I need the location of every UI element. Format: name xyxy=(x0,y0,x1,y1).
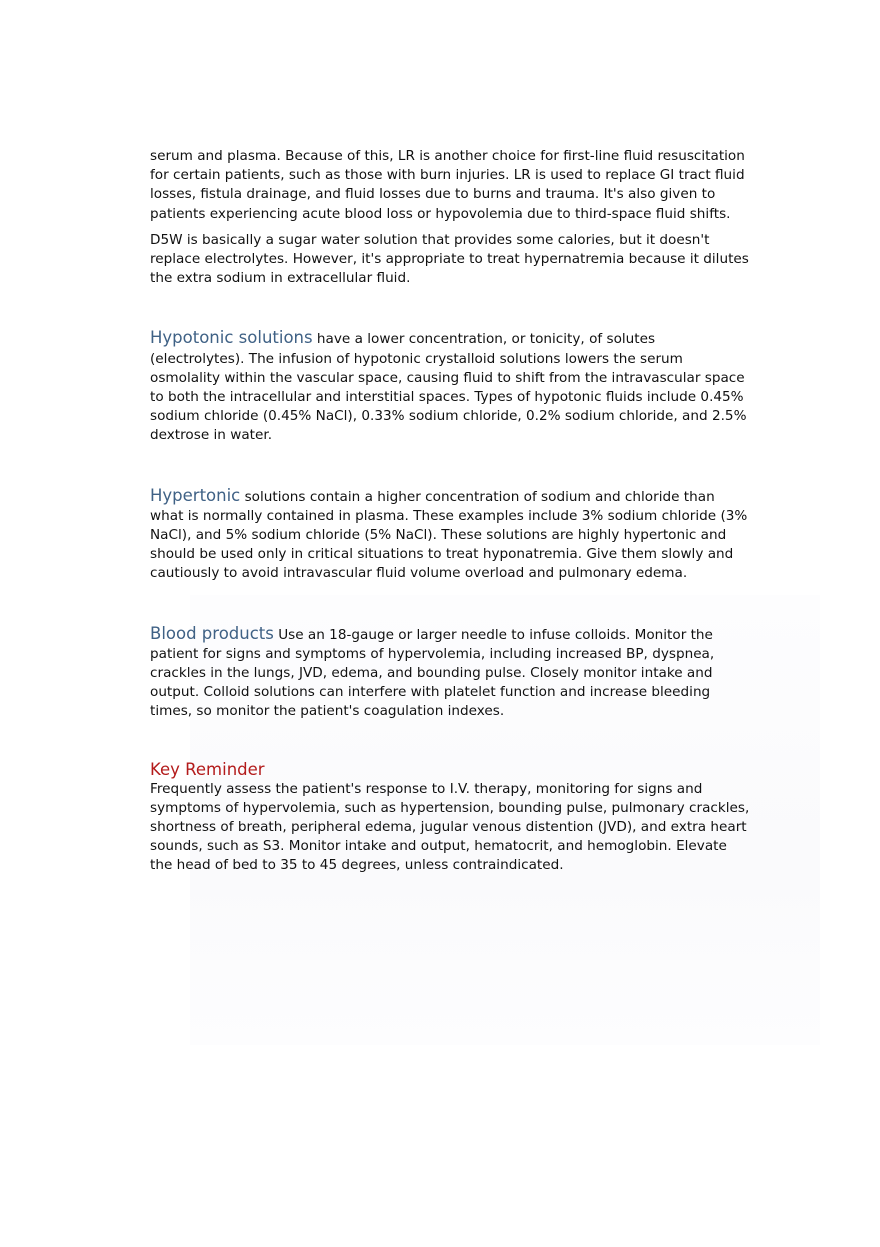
heading-key-reminder: Key Reminder xyxy=(150,759,265,779)
document-body xyxy=(150,147,750,876)
text-key-reminder: Frequently assess the patient's response to I.V. therapy, monitoring for signs and symptoms of hypervolemia, such as hypertension, bounding pulse, pulmonary crackles, shortness of breath, peripheral edema, jugular venous distention (JVD), and extra heart sounds, such as S3. Monitor intake and output, hematocrit, and hemoglobin. Elevate the head of bed to 35 to 45 degrees, unless contraindicated. xyxy=(150,780,750,874)
heading-hypotonic: Hypotonic solutions xyxy=(150,328,313,348)
text-hypertonic: solutions contain a higher concentration of sodium and chloride than what is normally contained in plasma. These examples include 3% sodium chloride (3% NaCl), and 5% sodium chloride (5% NaCl). These solutions are highly hypertonic and should be used only in critical situations to treat hyponatremia. Give them slowly and cautiously to avoid intravascular fluid volume overload and pulmonary edema. xyxy=(150,488,748,582)
section-key-reminder xyxy=(150,760,750,876)
text-hypotonic: have a lower concentration, or tonicity, of solutes (electrolytes). The infusion of hypotonic crystalloid solutions lowers the serum osmolality within the vascular space, causing fluid to shift from the intravascular space to both the intracellular and interstitial spaces. Types of hypotonic fluids include 0.45% sodium chloride (0.45% NaCl), 0.33% sodium chloride, 0.2% sodium chloride, and 2.5% dextrose in water. xyxy=(150,331,747,444)
paragraph-d5w: D5W is basically a sugar water solution that provides some calories, but it doesn't replace electrolytes. However, it's appropriate to treat hypernatremia because it dilutes the extra sodium in extracellular fluid. xyxy=(150,231,749,287)
section-hypertonic xyxy=(150,486,750,584)
text-blood-products: Use an 18-gauge or larger needle to infuse colloids. Monitor the patient for signs and symptoms of hypervolemia, including increased BP, dyspnea, crackles in the lungs, JVD, edema, and bounding pulse. Closely monitor intake and output. Colloid solutions can interfere with platelet function and increase bleeding times, so monitor the patient's coagulation indexes. xyxy=(150,626,715,720)
section-blood-products xyxy=(150,624,750,722)
heading-hypertonic: Hypertonic xyxy=(150,485,241,505)
paragraph-lr: serum and plasma. Because of this, LR is another choice for first-line fluid resuscitation for certain patients, such as those with burn injuries. LR is used to replace GI tract fluid losses, fistula drainage, and fluid losses due to burns and trauma. It's also given to patients experiencing acute blood loss or hypovolemia due to third-space fluid shifts. xyxy=(150,148,745,222)
section-hypotonic xyxy=(150,328,750,445)
heading-blood-products: Blood products xyxy=(150,623,274,643)
